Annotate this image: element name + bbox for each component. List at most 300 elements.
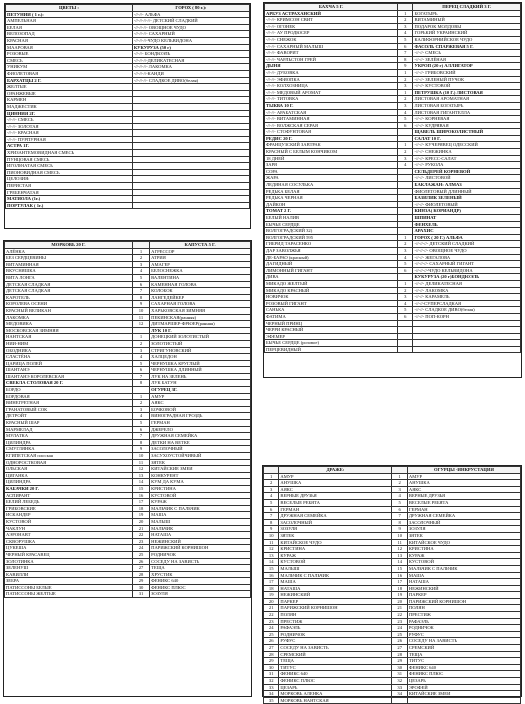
melons-row <box>265 280 521 287</box>
dragee-cell-num: 22 <box>264 612 279 619</box>
dragee-cell-dragee: МОРКОВЬ НАНТСКАЯ <box>279 697 392 704</box>
dragee-row <box>264 480 521 487</box>
carrot-cell-num: 5 <box>132 360 149 367</box>
melons-cell-num: 5 <box>398 116 413 123</box>
dragee-cell-dragee: ФЕНИКС ПЛЮС <box>279 678 392 685</box>
carrot-cell-carrot: МЕДОВИКА <box>5 321 133 328</box>
dragee-cell-dragee: РУФУС <box>279 638 392 645</box>
carrot-row <box>5 393 251 400</box>
dragee-cell-num: 11 <box>264 539 279 546</box>
flowers-cell-pea <box>132 202 249 209</box>
carrot-row <box>5 578 251 585</box>
melons-cell-pepper: УКРОП (20 г) АЛЛИГАТОР <box>413 63 521 70</box>
flowers-cell-flower: ГРЕБЕНЧАТАЯ <box>6 189 133 196</box>
carrot-cell-carrot: ГРИБОВСКИЕ <box>5 505 133 512</box>
dragee-cell-dragee: ДРУЖНАЯ СЕМЕЙКА <box>279 513 392 520</box>
melons-cell-pepper: -//-//- КОРНЕВАЯ <box>413 116 521 123</box>
dragee-cell-incrust: ЗЯТЕК <box>407 532 520 539</box>
flowers-cell-pea <box>132 84 249 91</box>
dragee-cell-dragee: МАЛЬЧИК С ПАЛЬЧИК <box>279 572 392 579</box>
melons-cell-pepper <box>413 340 521 347</box>
carrot-cell-cabbage: ЧЕРНУШКА КРУГЛЫЙ <box>150 360 251 367</box>
dragee-cell-num: 10 <box>264 532 279 539</box>
carrot-row <box>5 288 251 295</box>
dragee-row <box>264 585 521 592</box>
melons-cell-num <box>398 135 413 142</box>
melons-cell-num: 6 <box>398 313 413 320</box>
carrot-row <box>5 426 251 433</box>
flowers-row <box>6 123 250 130</box>
flowers-cell-flower: МААРОВАЯ <box>6 44 133 51</box>
melons-cell-melon: БЕЛЫЙ НАЛИВ <box>265 215 398 222</box>
flowers-cell-pea: -//-//-//- САХАРНЫЙ <box>132 31 249 38</box>
carrot-cell-cabbage: НЕЖИНСКИЙ <box>150 538 251 545</box>
melons-row <box>265 294 521 301</box>
dragee-cell-num: 3 <box>264 486 279 493</box>
melons-cell-num: 1 <box>398 280 413 287</box>
flowers-table-body <box>6 5 250 209</box>
melons-row <box>265 182 521 189</box>
melons-cell-melon: ДАГИДНЫЙ <box>265 261 398 268</box>
melons-cell-pepper: ФАСОЛЬ СПАРЖЕВАЯ 5 Г. <box>413 43 521 50</box>
carrot-row <box>5 453 251 460</box>
melons-cell-melon: ЧЕРНЫЙ ПРИНЦ <box>265 320 398 327</box>
dragee-row <box>264 618 521 625</box>
carrot-cell-carrot: КОРОЛЕВА ОСЕНИ <box>5 301 133 308</box>
dragee-cell-num: 28 <box>392 651 407 658</box>
melons-cell-pepper <box>413 333 521 340</box>
flowers-cell-flower: -//-//- КРАСНАЯ <box>6 130 133 137</box>
melons-cell-num <box>398 188 413 195</box>
carrot-cell-carrot: ЦУКЕША <box>5 545 133 552</box>
carrot-cell-num: 24 <box>132 545 149 552</box>
melons-cell-pepper: САЛАТ 10 Г. <box>413 135 521 142</box>
carrot-cell-num: 20 <box>132 518 149 525</box>
melons-cell-melon: СОРА <box>265 168 398 175</box>
melons-cell-melon: -//-//- АУ ПРОДЮСЕР <box>265 30 398 37</box>
carrot-cell-num: 8 <box>132 380 149 387</box>
flowers-row <box>6 84 250 91</box>
melons-cell-num <box>398 175 413 182</box>
carrot-row <box>5 551 251 558</box>
dragee-cell-num: 15 <box>392 565 407 572</box>
melons-cell-num: 6 <box>398 267 413 274</box>
carrot-row <box>5 485 251 492</box>
carrot-row <box>5 248 251 255</box>
flowers-cell-flower: ПИОНОВИДНАЯ СМЕСЬ <box>6 169 133 176</box>
dragee-row <box>264 697 521 704</box>
melons-cell-pepper: БАКЛАЖАН: АЛМАЗ <box>413 182 521 189</box>
dragee-cell-incrust: ПАРКЕР <box>407 592 520 599</box>
carrot-cell-num: 6 <box>132 367 149 374</box>
carrot-cell-num: 17 <box>132 499 149 506</box>
melons-row <box>265 50 521 57</box>
carrot-row <box>5 413 251 420</box>
dragee-cell-incrust: ДРУЖНАЯ СЕМЕЙКА <box>407 513 520 520</box>
flowers-cell-flower: ОРАНЖЕВЫЕ <box>6 90 133 97</box>
melons-row <box>265 327 521 334</box>
melons-cell-melon: НОВИЧОК <box>265 294 398 301</box>
carrot-cell-num: 4 <box>132 413 149 420</box>
carrot-cell-num: 29 <box>132 578 149 585</box>
dragee-cell-incrust: ФЕНИКС 640 <box>407 664 520 671</box>
flowers-cell-flower: МАДЖЕСТИК <box>6 103 133 110</box>
melons-cell-melon: ЭФЕМЕР <box>265 333 398 340</box>
carrot-row <box>5 532 251 539</box>
melons-cell-melon: -//-//- ВОЛЖСКАЯ СЕРАЯ <box>265 122 398 129</box>
flowers-cell-flower: ПОРТУЛАК ( 1г.) <box>6 202 133 209</box>
flowers-cell-pea <box>132 136 249 143</box>
melons-cell-melon: -//-//- КОЛХОЗНИЦА <box>265 83 398 90</box>
melons-cell-num: 4 <box>398 254 413 261</box>
dragee-row <box>264 658 521 665</box>
melons-cell-num <box>398 221 413 228</box>
melons-cell-melon: САНЬКА <box>265 307 398 314</box>
dragee-cell-num: 15 <box>264 565 279 572</box>
melons-cell-melon: -//-//- МЕДОВЫЙ АРОМАТ <box>265 89 398 96</box>
melons-row <box>265 333 521 340</box>
carrot-cell-carrot: ЦАРИЦА ПОЛЕЙ <box>5 360 133 367</box>
sheet-flowers <box>4 3 251 229</box>
melons-row <box>265 307 521 314</box>
carrot-cell-num <box>132 387 149 394</box>
dragee-cell-num: 35 <box>264 697 279 704</box>
melons-cell-pepper: -//-//-СУПЕРСЛАДКАЯ <box>413 300 521 307</box>
incrust-header-gap <box>392 467 407 474</box>
dragee-cell-dragee: ВЕСЕЛЫЕ РЕБЯТА <box>279 499 392 506</box>
melons-row <box>265 116 521 123</box>
carrot-row <box>5 433 251 440</box>
dragee-row <box>264 565 521 572</box>
carrot-cell-num: 30 <box>132 584 149 591</box>
melons-cell-num <box>398 195 413 202</box>
carrot-row <box>5 373 251 380</box>
dragee-cell-num: 4 <box>264 493 279 500</box>
melons-cell-pepper: ШПИНАТ <box>413 215 521 222</box>
carrot-cell-carrot: ОЛЬСКАЯ <box>5 466 133 473</box>
melons-row <box>265 254 521 261</box>
dragee-row <box>264 612 521 619</box>
dragee-row <box>264 499 521 506</box>
melons-cell-melon: БЫЧЬЕ СЕРДЦЕ <box>265 221 398 228</box>
dragee-cell-num: 1 <box>392 473 407 480</box>
dragee-cell-num: 18 <box>264 585 279 592</box>
dragee-cell-num: 21 <box>392 605 407 612</box>
carrot-cell-num: 8 <box>132 439 149 446</box>
carrot-cell-cabbage: ТЕЩА <box>150 565 251 572</box>
flowers-cell-flower: РОЗОВЫЕ <box>6 51 133 58</box>
dragee-cell-num: 20 <box>264 598 279 605</box>
dragee-cell-num: 11 <box>392 539 407 546</box>
melons-cell-melon: 18 ДНЕЙ <box>265 155 398 162</box>
melons-cell-melon: БЫЧЬЕ СЕРДЦЕ (розовое) <box>265 340 398 347</box>
melons-cell-num <box>398 333 413 340</box>
carrot-row <box>5 525 251 532</box>
flowers-cell-flower: ЖЕЛТЫЕ <box>6 84 133 91</box>
flowers-row <box>6 11 250 18</box>
dragee-cell-num: 22 <box>392 612 407 619</box>
melons-row <box>265 102 521 109</box>
flowers-row <box>6 169 250 176</box>
melons-cell-num: 1 <box>398 142 413 149</box>
flowers-cell-pea <box>132 189 249 196</box>
carrot-cell-carrot: АСПИРАНТ <box>5 492 133 499</box>
melons-row <box>265 89 521 96</box>
dragee-cell-num: 20 <box>392 598 407 605</box>
carrot-cell-num: 5 <box>132 274 149 281</box>
carrot-cell-carrot: КАБАЧКИ 20 Г. <box>5 485 133 492</box>
melons-cell-pepper: ГОРЬКИЙ УКРАИНСКИЙ <box>413 30 521 37</box>
dragee-cell-num: 28 <box>264 651 279 658</box>
dragee-cell-incrust: РОДНИЧОК <box>407 625 520 632</box>
flowers-cell-pea <box>132 143 249 150</box>
carrot-row <box>5 294 251 301</box>
dragee-cell-num: 18 <box>392 585 407 592</box>
carrot-cell-carrot: ДЕТРОЙТ <box>5 413 133 420</box>
dragee-row <box>264 572 521 579</box>
carrot-cell-cabbage: ХАРЬКОВСКАЯ ЗИМНЯЯ <box>150 307 251 314</box>
carrot-cell-num: 9 <box>132 446 149 453</box>
melons-cell-pepper: -//-//-//- ОВОЩНОЕ ЧУДО <box>413 247 521 254</box>
melons-cell-pepper: -//-//-//-ЧУДО КЕЛЬВИДОНА <box>413 267 521 274</box>
melons-cell-melon: РЕДЬКА ЧЕРНАЯ <box>265 195 398 202</box>
dragee-cell-dragee: МОРКОВЬ АЛЕНКА <box>279 691 392 698</box>
dragee-cell-incrust: НЕЖИНСКИЙ <box>407 585 520 592</box>
melons-cell-pepper: ФЕНХЕЛЬ <box>413 221 521 228</box>
flowers-cell-pea <box>132 123 249 130</box>
carrot-cell-carrot: КРАСНЫЙ ВЕЛИКАН <box>5 307 133 314</box>
carrot-row <box>5 400 251 407</box>
carrot-cell-carrot: ЗЕБРА <box>5 578 133 585</box>
melons-row <box>265 346 521 353</box>
melons-cell-num: 3 <box>398 102 413 109</box>
flowers-cell-flower: ПУНЦОВАЯ СМЕСЬ <box>6 156 133 163</box>
flowers-cell-pea <box>132 183 249 190</box>
carrot-row <box>5 406 251 413</box>
melons-cell-melon: ЖАРА <box>265 175 398 182</box>
melons-cell-melon: -//-//- ЭФИОПКА <box>265 76 398 83</box>
dragee-cell-dragee: СОСЕДУ НА ЗАВИСТЬ <box>279 645 392 652</box>
carrot-cell-cabbage: БОЧКОВОЙ <box>150 406 251 413</box>
melons-row <box>265 313 521 320</box>
dragee-row <box>264 559 521 566</box>
carrot-cell-carrot: ВИНЕГРЕТНАЯ <box>5 400 133 407</box>
dragee-header: ДРАЖЕ: <box>279 467 392 474</box>
melons-row <box>265 122 521 129</box>
flowers-cell-flower: АСТРА 1Г. <box>6 143 133 150</box>
dragee-cell-dragee: МАША <box>279 579 392 586</box>
dragee-cell-num: 8 <box>264 519 279 526</box>
melons-cell-num: 4 <box>398 109 413 116</box>
carrot-cell-carrot: ПАТИССОНЫ БЕЛЫЕ <box>5 584 133 591</box>
flowers-cell-pea: -//-//-//- ЛАКОМКА <box>132 64 249 71</box>
dragee-cell-num: 10 <box>392 532 407 539</box>
melons-cell-num <box>398 168 413 175</box>
melons-cell-num <box>398 346 413 353</box>
carrot-row <box>5 472 251 479</box>
melons-cell-melon: ВОЛГОГРАДСКИЙ 595 <box>265 234 398 241</box>
flowers-cell-pea <box>132 103 249 110</box>
dragee-row <box>264 579 521 586</box>
dragee-cell-incrust: МАЛЬЧИК С ПАЛЬЧИК <box>407 565 520 572</box>
carrot-cell-carrot: КАВИЛЛИ <box>5 571 133 578</box>
carrot-row <box>5 314 251 321</box>
melons-cell-num: 2 <box>398 96 413 103</box>
carrot-row <box>5 327 251 334</box>
peas-header: ГОРОХ ( 80 г.): <box>132 5 249 12</box>
melons-cell-pepper: ЩАВЕЛЬ ШИРОКОЛИСТНЫЙ <box>413 129 521 136</box>
flowers-cell-flower: УНИКУМ <box>6 64 133 71</box>
dragee-cell-num: 16 <box>264 572 279 579</box>
dragee-cell-incrust: ПРЕСТИЖ <box>407 612 520 619</box>
carrot-row <box>5 545 251 552</box>
melons-cell-pepper: АРАХИС <box>413 228 521 235</box>
melons-cell-pepper: -//-//-//- САХАРНЫЙ ГИГАНТ <box>413 261 521 268</box>
melons-cell-pepper: -//-//- КУЧЕРЯВЕЦ ОДЕССКИЙ <box>413 142 521 149</box>
carrot-cell-num: 16 <box>132 492 149 499</box>
dragee-row <box>264 526 521 533</box>
carrot-cell-cabbage: ЗОЛОТИСТЫЙ <box>150 340 251 347</box>
flowers-row <box>6 150 250 157</box>
carrot-cell-num: 3 <box>132 406 149 413</box>
carrot-cell-cabbage: ДРУЖНАЯ СЕМЕЙКА <box>150 433 251 440</box>
carrot-cell-num: 1 <box>132 248 149 255</box>
flowers-cell-flower: -//-//- ЗОЛОТАЯ <box>6 123 133 130</box>
carrot-cell-carrot: КРАСНЫЙ ШАР <box>5 420 133 427</box>
melons-row <box>265 261 521 268</box>
dragee-row <box>264 664 521 671</box>
dragee-cell-num: 19 <box>392 592 407 599</box>
melons-row <box>265 208 521 215</box>
melons-cell-pepper: БАЗИЛИК ЗЕЛЕНЫЙ <box>413 195 521 202</box>
melons-cell-num <box>398 201 413 208</box>
dragee-cell-num: 30 <box>264 664 279 671</box>
dragee-cell-incrust: КУРАЖ <box>407 552 520 559</box>
melons-row <box>265 162 521 169</box>
melons-cell-pepper: СЕЛЬДЕРЕЙ КОРНЕВОЙ <box>413 168 521 175</box>
dragee-cell-incrust: ТЕЩА <box>407 651 520 658</box>
melons-cell-pepper: -//-//- СМЕСЬ <box>413 50 521 57</box>
carrot-cell-cabbage: ЛУК БАТУН <box>150 380 251 387</box>
dragee-cell-num: 32 <box>264 678 279 685</box>
carrot-cell-carrot: СМУГЛЯНКА <box>5 446 133 453</box>
carrot-cell-num: 18 <box>132 505 149 512</box>
dragee-cell-dragee: КУСТОВОЙ <box>279 559 392 566</box>
carrot-cell-cabbage: ЗОЗУЛЯ <box>150 591 251 598</box>
dragee-cell-num: 9 <box>264 526 279 533</box>
carrot-row <box>5 439 251 446</box>
flowers-table <box>5 4 250 209</box>
carrot-cell-num: 27 <box>132 565 149 572</box>
melons-row <box>265 234 521 241</box>
melons-cell-num: 1 <box>398 234 413 241</box>
flowers-cell-pea <box>132 196 249 203</box>
melons-cell-num <box>398 327 413 334</box>
dragee-cell-num: 26 <box>264 638 279 645</box>
melons-row <box>265 274 521 281</box>
dragee-cell-incrust: ГЕРМАН <box>407 506 520 513</box>
melons-cell-pepper <box>413 320 521 327</box>
dragee-cell-num: 5 <box>392 499 407 506</box>
melons-row <box>265 320 521 327</box>
flowers-cell-pea <box>132 176 249 183</box>
carrot-cell-carrot: ВИТАМИННАЯ <box>5 261 133 268</box>
dragee-cell-dragee: ГЕРМАН <box>279 506 392 513</box>
melons-cell-melon: РЕДЬКА БЕЛАЯ <box>265 188 398 195</box>
dragee-cell-num: 3 <box>392 486 407 493</box>
melons-cell-pepper: ПЕТРУШКА (10 Г.) ЛИСТОВАЯ <box>413 89 521 96</box>
carrot-cell-carrot: СВЕКЛА СТОЛОВАЯ 20 Г. <box>5 380 133 387</box>
carrot-cell-num: 4 <box>132 268 149 275</box>
flowers-cell-flower: КАРМЕН <box>6 97 133 104</box>
flowers-cell-flower: ЦИННИЯ 2Г. <box>6 110 133 117</box>
dragee-cell-incrust: ВЕСЕЛЫЕ РЕБЯТА <box>407 499 520 506</box>
carrot-cell-cabbage: ЛУК НА ЗЕЛЕНЬ <box>150 373 251 380</box>
carrot-cell-cabbage: АГРЕССОР <box>150 248 251 255</box>
flowers-cell-pea: -//-//-//-//- ДЕТСКИЙ СЛАДКИЙ <box>132 18 249 25</box>
melons-cell-num: 3 <box>398 83 413 90</box>
dragee-cell-dragee: ЗОЗУЛЯ <box>279 526 392 533</box>
carrot-row <box>5 459 251 466</box>
melons-cell-num: 6 <box>398 43 413 50</box>
carrot-cell-cabbage: КИТАЙСКИЕ ЗМЕИ <box>150 466 251 473</box>
dragee-cell-incrust: СОСЕДУ НА ЗАВИСТЬ <box>407 638 520 645</box>
melons-row <box>265 10 521 17</box>
carrot-cell-carrot: БОРДО <box>5 387 133 394</box>
carrot-cell-num: 13 <box>132 472 149 479</box>
carrot-row <box>5 268 251 275</box>
melons-cell-num: 9 <box>398 63 413 70</box>
carrot-cell-carrot: ЗЕЛЕНУШ <box>5 565 133 572</box>
melons-cell-num: 2 <box>398 149 413 156</box>
dragee-cell-incrust: РАФАЭЛЬ <box>407 618 520 625</box>
dragee-cell-num: 25 <box>264 631 279 638</box>
carrot-cell-num: 28 <box>132 571 149 578</box>
dragee-cell-dragee: АНУШКА <box>279 480 392 487</box>
flowers-cell-pea <box>132 110 249 117</box>
dragee-cell-num: 23 <box>264 618 279 625</box>
flowers-row <box>6 110 250 117</box>
melons-cell-pepper: ГОРОХ ( 20 Г.) АЛЬФА <box>413 234 521 241</box>
carrot-cell-cabbage: ВАЛЕНТИНА <box>150 274 251 281</box>
flowers-cell-flower: АМПЕЛЬНАЯ <box>6 18 133 25</box>
dragee-table <box>263 466 521 704</box>
dragee-cell-num: 26 <box>392 638 407 645</box>
flowers-cell-flower: ПЕРИСТАЯ <box>6 183 133 190</box>
flowers-cell-flower: СМЕСЬ <box>6 57 133 64</box>
dragee-cell-dragee: СРЕМСКИЙ <box>279 651 392 658</box>
carrot-row <box>5 565 251 572</box>
melons-cell-pepper: КУКУРУЗА (20 г)БОНДЮЭЛЬ <box>413 274 521 281</box>
dragee-row <box>264 605 521 612</box>
carrot-row <box>5 321 251 328</box>
melons-cell-num <box>398 215 413 222</box>
melons-cell-num: 4 <box>398 300 413 307</box>
dragee-cell-incrust: КУСТОВОЙ <box>407 559 520 566</box>
melons-cell-num: 3 <box>398 23 413 30</box>
dragee-cell-num: 8 <box>392 519 407 526</box>
carrot-cell-num <box>132 327 149 334</box>
melons-row <box>265 247 521 254</box>
melons-row <box>265 201 521 208</box>
melons-cell-pepper: -//-//- КУСТОВОЙ <box>413 83 521 90</box>
dragee-row <box>264 506 521 513</box>
carrot-cell-carrot: НИИ-НИМ <box>5 340 133 347</box>
dragee-cell-dragee: ТИТУС <box>279 664 392 671</box>
flowers-cell-flower: ХРИЗАНТЕМОВИДНАЯ СМЕСЬ <box>6 150 133 157</box>
dragee-cell-num: 14 <box>392 559 407 566</box>
melons-cell-melon: МИКАДО ЖЕЛТЫЙ <box>265 280 398 287</box>
